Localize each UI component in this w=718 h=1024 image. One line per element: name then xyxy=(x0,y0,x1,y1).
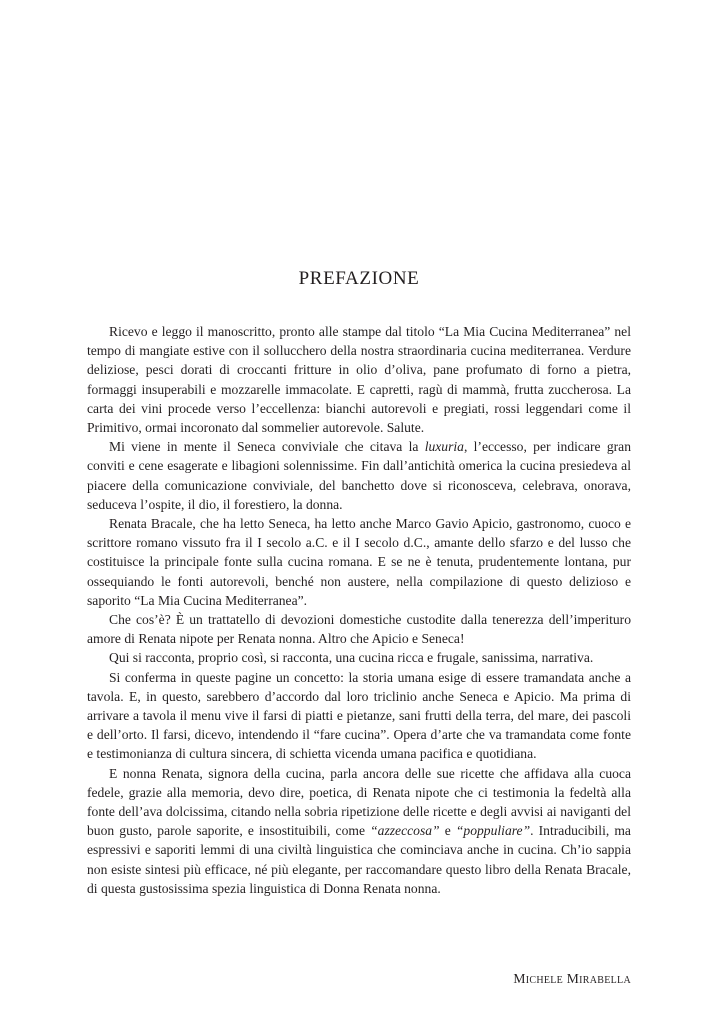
italic-term: luxuria xyxy=(424,439,464,455)
text-run: Qui si racconta, proprio così, si racconta, una cucina ricca e frugale, sanissima, narrativa. xyxy=(109,650,594,666)
text-run: Mi viene in mente il Seneca conviviale che citava la xyxy=(109,439,425,455)
paragraph xyxy=(87,322,631,437)
text-run: e xyxy=(439,823,456,839)
italic-term: “poppuliare” xyxy=(455,823,531,839)
preface-body xyxy=(87,322,631,898)
paragraph xyxy=(87,764,631,898)
text-run: Renata Bracale, che ha letto Seneca, ha letto anche Marco Gavio Apicio, gastronomo, cuoco e scrittore romano vissuto fra il I secolo a.C. e il I secolo d.C., amante dello sfarzo e del lusso che costituisce la principale fonte sulla cucina romana. E se ne è tenuta, prudentemente lontana, pur ossequiando le fonti autorevoli, benché non austere, nella compilazione di questo delizioso e saporito “La Mia Cucina Mediterranea”. xyxy=(87,516,631,608)
text-run: Che cos’è? È un trattatello di devozioni domestiche custodite dalla tenerezza dell’imperituro amore di Renata nipote per Renata nonna. Altro che Apicio e Seneca! xyxy=(87,612,631,647)
page-title: PREFAZIONE xyxy=(298,268,420,289)
paragraph xyxy=(87,514,631,610)
paragraph xyxy=(87,437,631,514)
text-run: Ricevo e leggo il manoscritto, pronto alle stampe dal titolo “La Mia Cucina Mediterranea” nel tempo di mangiate estive con il sollucchero della nostra straordinaria cucina mediterranea. Verdure deliziose, pesci dorati di croccanti fritture in olio d’oliva, pane profumato di forno a pietra, formaggi insuperabili e mozzarelle immacolate. E capretti, ragù di mammà, frutta zuccherosa. La carta dei vini procede verso l’eccellenza: bianchi autorevoli e pregiati, rossi leggendari come il Primitivo, ormai incoronato dal sommelier autorevole. Salute. xyxy=(87,324,631,436)
text-run: Si conferma in queste pagine un concetto: la storia umana esige di essere tramandata anche a tavola. E, in questo, sarebbero d’accordo dal loro triclinio anche Seneca e Apicio. Ma prima di arrivare a tavola il menu vive il farsi di piatti e pietanze, sani frutti della terra, del mare, dei pascoli e dell’orto. Il farsi, dicevo, intendendo il “fare cucina”. Opera d’arte che va tramandata come fonte e testimonianza di cultura sincera, di schietta vicenda umana pacifica e quotidiana. xyxy=(87,669,631,762)
italic-term: “azzeccosa” xyxy=(370,823,440,839)
paragraph xyxy=(87,610,631,648)
author-signature: Michele Mirabella xyxy=(513,971,631,986)
text-run: , l’eccesso, per indicare gran conviti e cene esagerate e libagioni solennissime. Fin dall’antichità omerica la cucina presiedeva al piacere della comunicazione conviviale, del banchetto dove si riconosceva, celebrava, onorava, seduceva l’ospite, il dio, il forestiero, la donna. xyxy=(87,439,631,512)
paragraph xyxy=(87,648,631,667)
text-run: E nonna Renata, signora della cucina, parla ancora delle sue ricette che affidava alla cuoca fedele, grazie alla memoria, devo dire, poetica, di Renata nipote che ci testimonia la fedeltà alla fonte dell’ava dolcissima, citando nella sobria ripetizione delle ricette e degli avvisi ai naviganti del buon gusto, parole saporite, e insostituibili, come xyxy=(87,765,631,839)
paragraph xyxy=(87,668,631,764)
text-run: . Intraducibili, ma espressivi e saporiti lemmi di una civiltà linguistica che cominciava anche in cucina. Ch’io sappia non esiste sintesi più efficace, né più elegante, per raccomandare questo libro della Renata Bracale, di questa gustosissima spezia linguistica di Donna Renata nonna. xyxy=(87,823,631,896)
